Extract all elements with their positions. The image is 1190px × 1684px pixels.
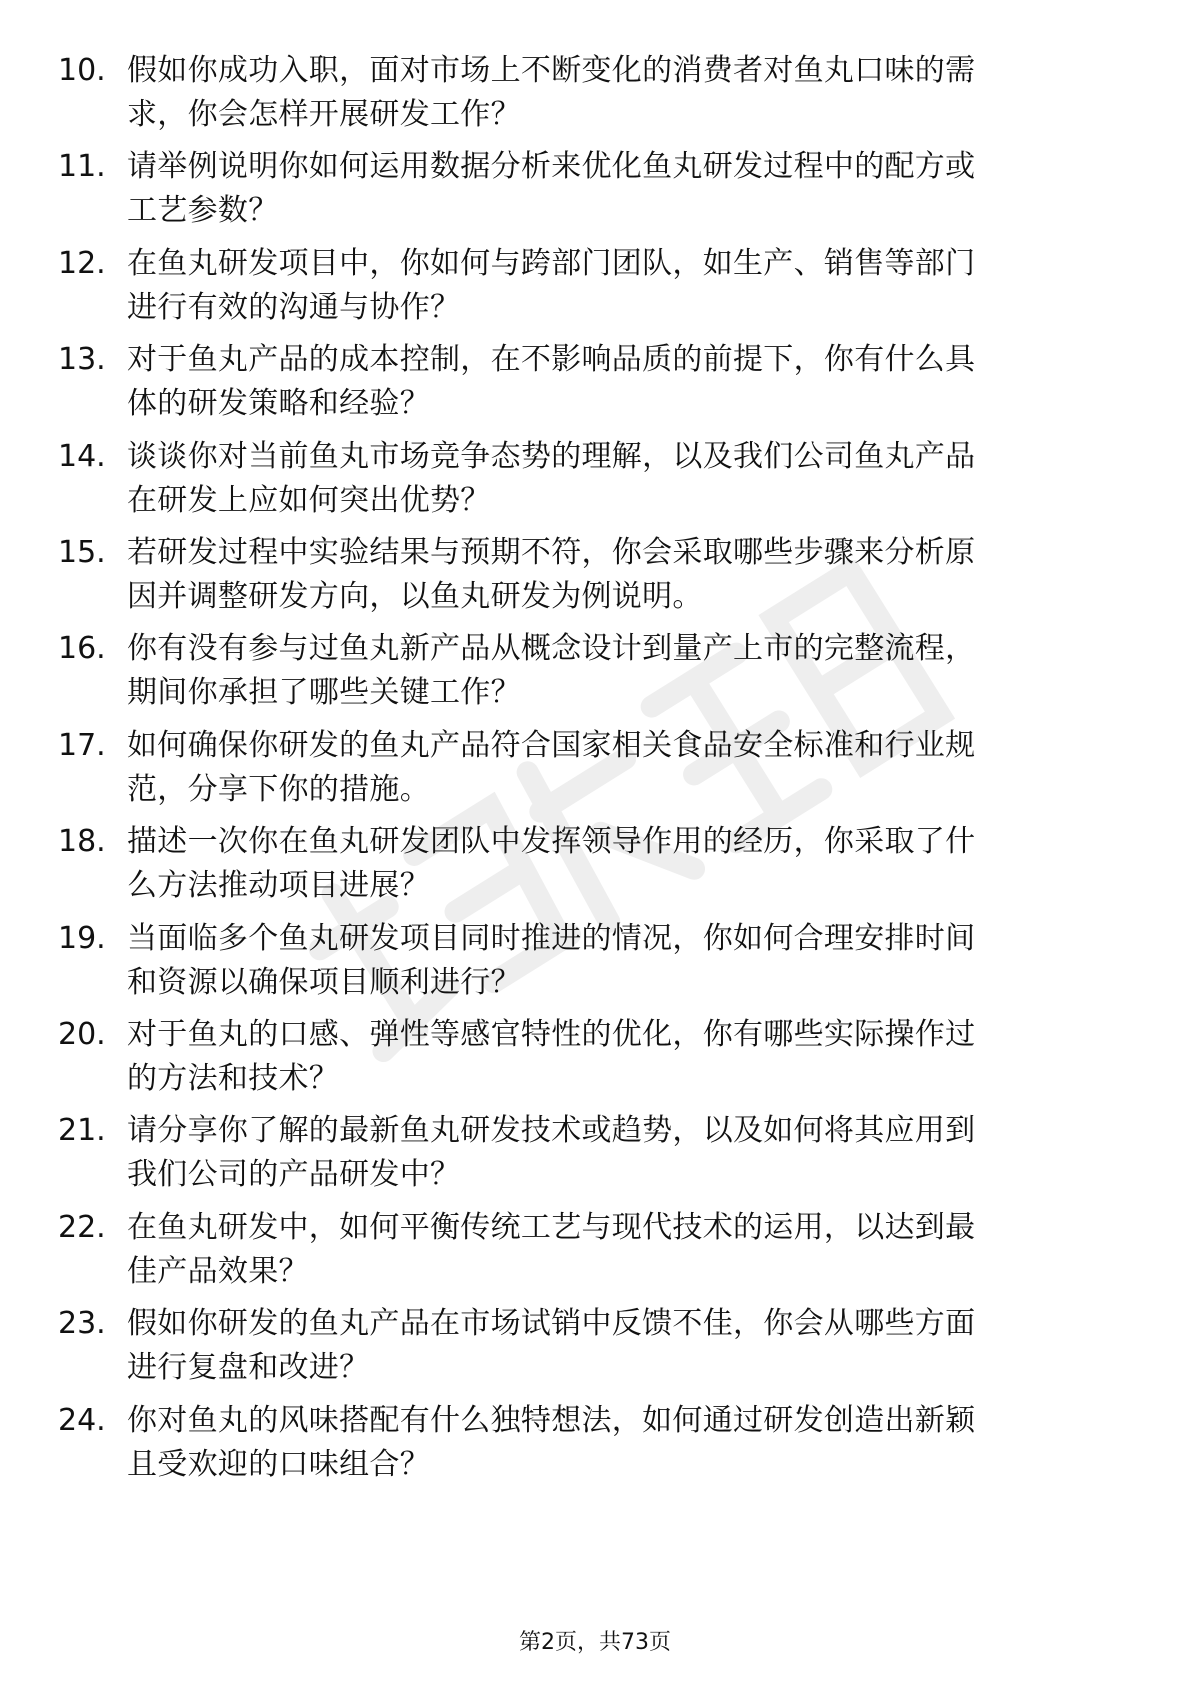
question-text xyxy=(127,627,1127,715)
list-item xyxy=(0,242,1190,338)
question-number: 22. xyxy=(58,1209,106,1245)
question-number: 19. xyxy=(58,920,106,956)
question-text xyxy=(127,724,1127,812)
question-text-line: 因并调整研发方向，以鱼丸研发为例说明。 xyxy=(127,579,703,614)
question-text-line: 的方法和技术？ xyxy=(127,1061,340,1096)
question-text-line: 工艺参数？ xyxy=(127,193,279,229)
question-text-line: 若研发过程中实验结果与预期不符，你会采取哪些步骤来分析原 xyxy=(127,535,976,570)
question-number: 24. xyxy=(58,1402,106,1438)
list-item xyxy=(0,1109,1190,1205)
question-number: 12. xyxy=(58,245,106,281)
question-text xyxy=(127,338,1127,426)
question-text xyxy=(127,1399,1127,1487)
question-text xyxy=(127,49,1127,137)
question-text-line: 在研发上应如何突出优势？ xyxy=(127,482,491,518)
question-number: 23. xyxy=(58,1306,106,1342)
question-text-line: 我们公司的产品研发中？ xyxy=(127,1157,461,1193)
question-text xyxy=(127,145,1127,233)
list-item xyxy=(0,145,1190,241)
question-text-line: 描述一次你在鱼丸研发团队中发挥领导作用的经历，你采取了什 xyxy=(127,824,976,860)
list-item xyxy=(0,917,1190,1013)
question-number: 16. xyxy=(58,631,106,667)
question-text-line: 在鱼丸研发中，如何平衡传统工艺与现代技术的运用，以达到最 xyxy=(127,1209,976,1245)
list-item xyxy=(0,531,1190,627)
list-item xyxy=(0,1206,1190,1302)
question-text-line: 你对鱼丸的风味搭配有什么独特想法，如何通过研发创造出新颖 xyxy=(127,1402,976,1438)
list-item xyxy=(0,49,1190,145)
question-text xyxy=(127,242,1127,330)
page-footer: 第2页，共73页 xyxy=(519,1630,671,1655)
question-number: 21. xyxy=(58,1113,106,1149)
question-number: 18. xyxy=(58,824,106,860)
question-text xyxy=(127,917,1127,1005)
question-text-line: 体的研发策略和经验？ xyxy=(127,386,430,422)
question-text xyxy=(127,1302,1127,1390)
question-number: 13. xyxy=(58,342,106,378)
question-text-line: 如何确保你研发的鱼丸产品符合国家相关食品安全标准和行业规 xyxy=(127,727,976,763)
list-item xyxy=(0,435,1190,531)
question-number: 17. xyxy=(58,727,106,763)
list-item xyxy=(0,1302,1190,1398)
question-text-line: 对于鱼丸产品的成本控制，在不影响品质的前提下，你有什么具 xyxy=(127,342,976,378)
question-text-line: 假如你成功入职，面对市场上不断变化的消费者对鱼丸口味的需 xyxy=(127,53,976,88)
question-text-line: 进行有效的沟通与协作？ xyxy=(127,289,461,325)
list-item xyxy=(0,1013,1190,1109)
question-text-line: 和资源以确保项目顺利进行？ xyxy=(127,964,521,1000)
question-number: 20. xyxy=(58,1017,106,1052)
question-text-line: 在鱼丸研发项目中，你如何与跨部门团队，如生产、销售等部门 xyxy=(127,245,976,281)
list-item xyxy=(0,724,1190,820)
question-text-line: 当面临多个鱼丸研发项目同时推进的情况，你如何合理安排时间 xyxy=(127,920,976,956)
question-text xyxy=(127,531,1127,619)
question-text-line: 请分享你了解的最新鱼丸研发技术或趋势，以及如何将其应用到 xyxy=(127,1113,976,1149)
question-text xyxy=(127,1013,1127,1101)
question-text-line: 么方法推动项目进展？ xyxy=(127,868,430,904)
question-text-line: 范，分享下你的措施。 xyxy=(127,771,430,807)
list-item xyxy=(0,820,1190,916)
list-item xyxy=(0,1399,1190,1495)
question-text-line: 假如你研发的鱼丸产品在市场试销中反馈不佳，你会从哪些方面 xyxy=(127,1306,976,1342)
question-text xyxy=(127,1206,1127,1294)
question-text-line: 请举例说明你如何运用数据分析来优化鱼丸研发过程中的配方或 xyxy=(127,149,976,185)
question-number: 11. xyxy=(58,149,106,185)
question-number: 14. xyxy=(58,438,106,474)
question-text-line: 且受欢迎的口味组合？ xyxy=(127,1446,430,1482)
question-text-line: 你有没有参与过鱼丸新产品从概念设计到量产上市的完整流程， xyxy=(127,631,976,667)
list-item xyxy=(0,627,1190,723)
question-text-line: 进行复盘和改进？ xyxy=(127,1350,370,1386)
question-text-line: 期间你承担了哪些关键工作？ xyxy=(127,675,521,711)
question-text xyxy=(127,820,1127,908)
question-text-line: 谈谈你对当前鱼丸市场竞争态势的理解，以及我们公司鱼丸产品 xyxy=(127,438,976,474)
question-text xyxy=(127,1109,1127,1197)
question-text xyxy=(127,435,1127,523)
question-text-line: 佳产品效果？ xyxy=(127,1253,309,1289)
list-item xyxy=(0,338,1190,434)
question-text-line: 对于鱼丸的口感、弹性等感官特性的优化，你有哪些实际操作过 xyxy=(127,1017,976,1052)
question-number: 10. xyxy=(58,53,106,88)
question-text-line: 求，你会怎样开展研发工作？ xyxy=(127,97,521,132)
question-number: 15. xyxy=(58,535,106,570)
